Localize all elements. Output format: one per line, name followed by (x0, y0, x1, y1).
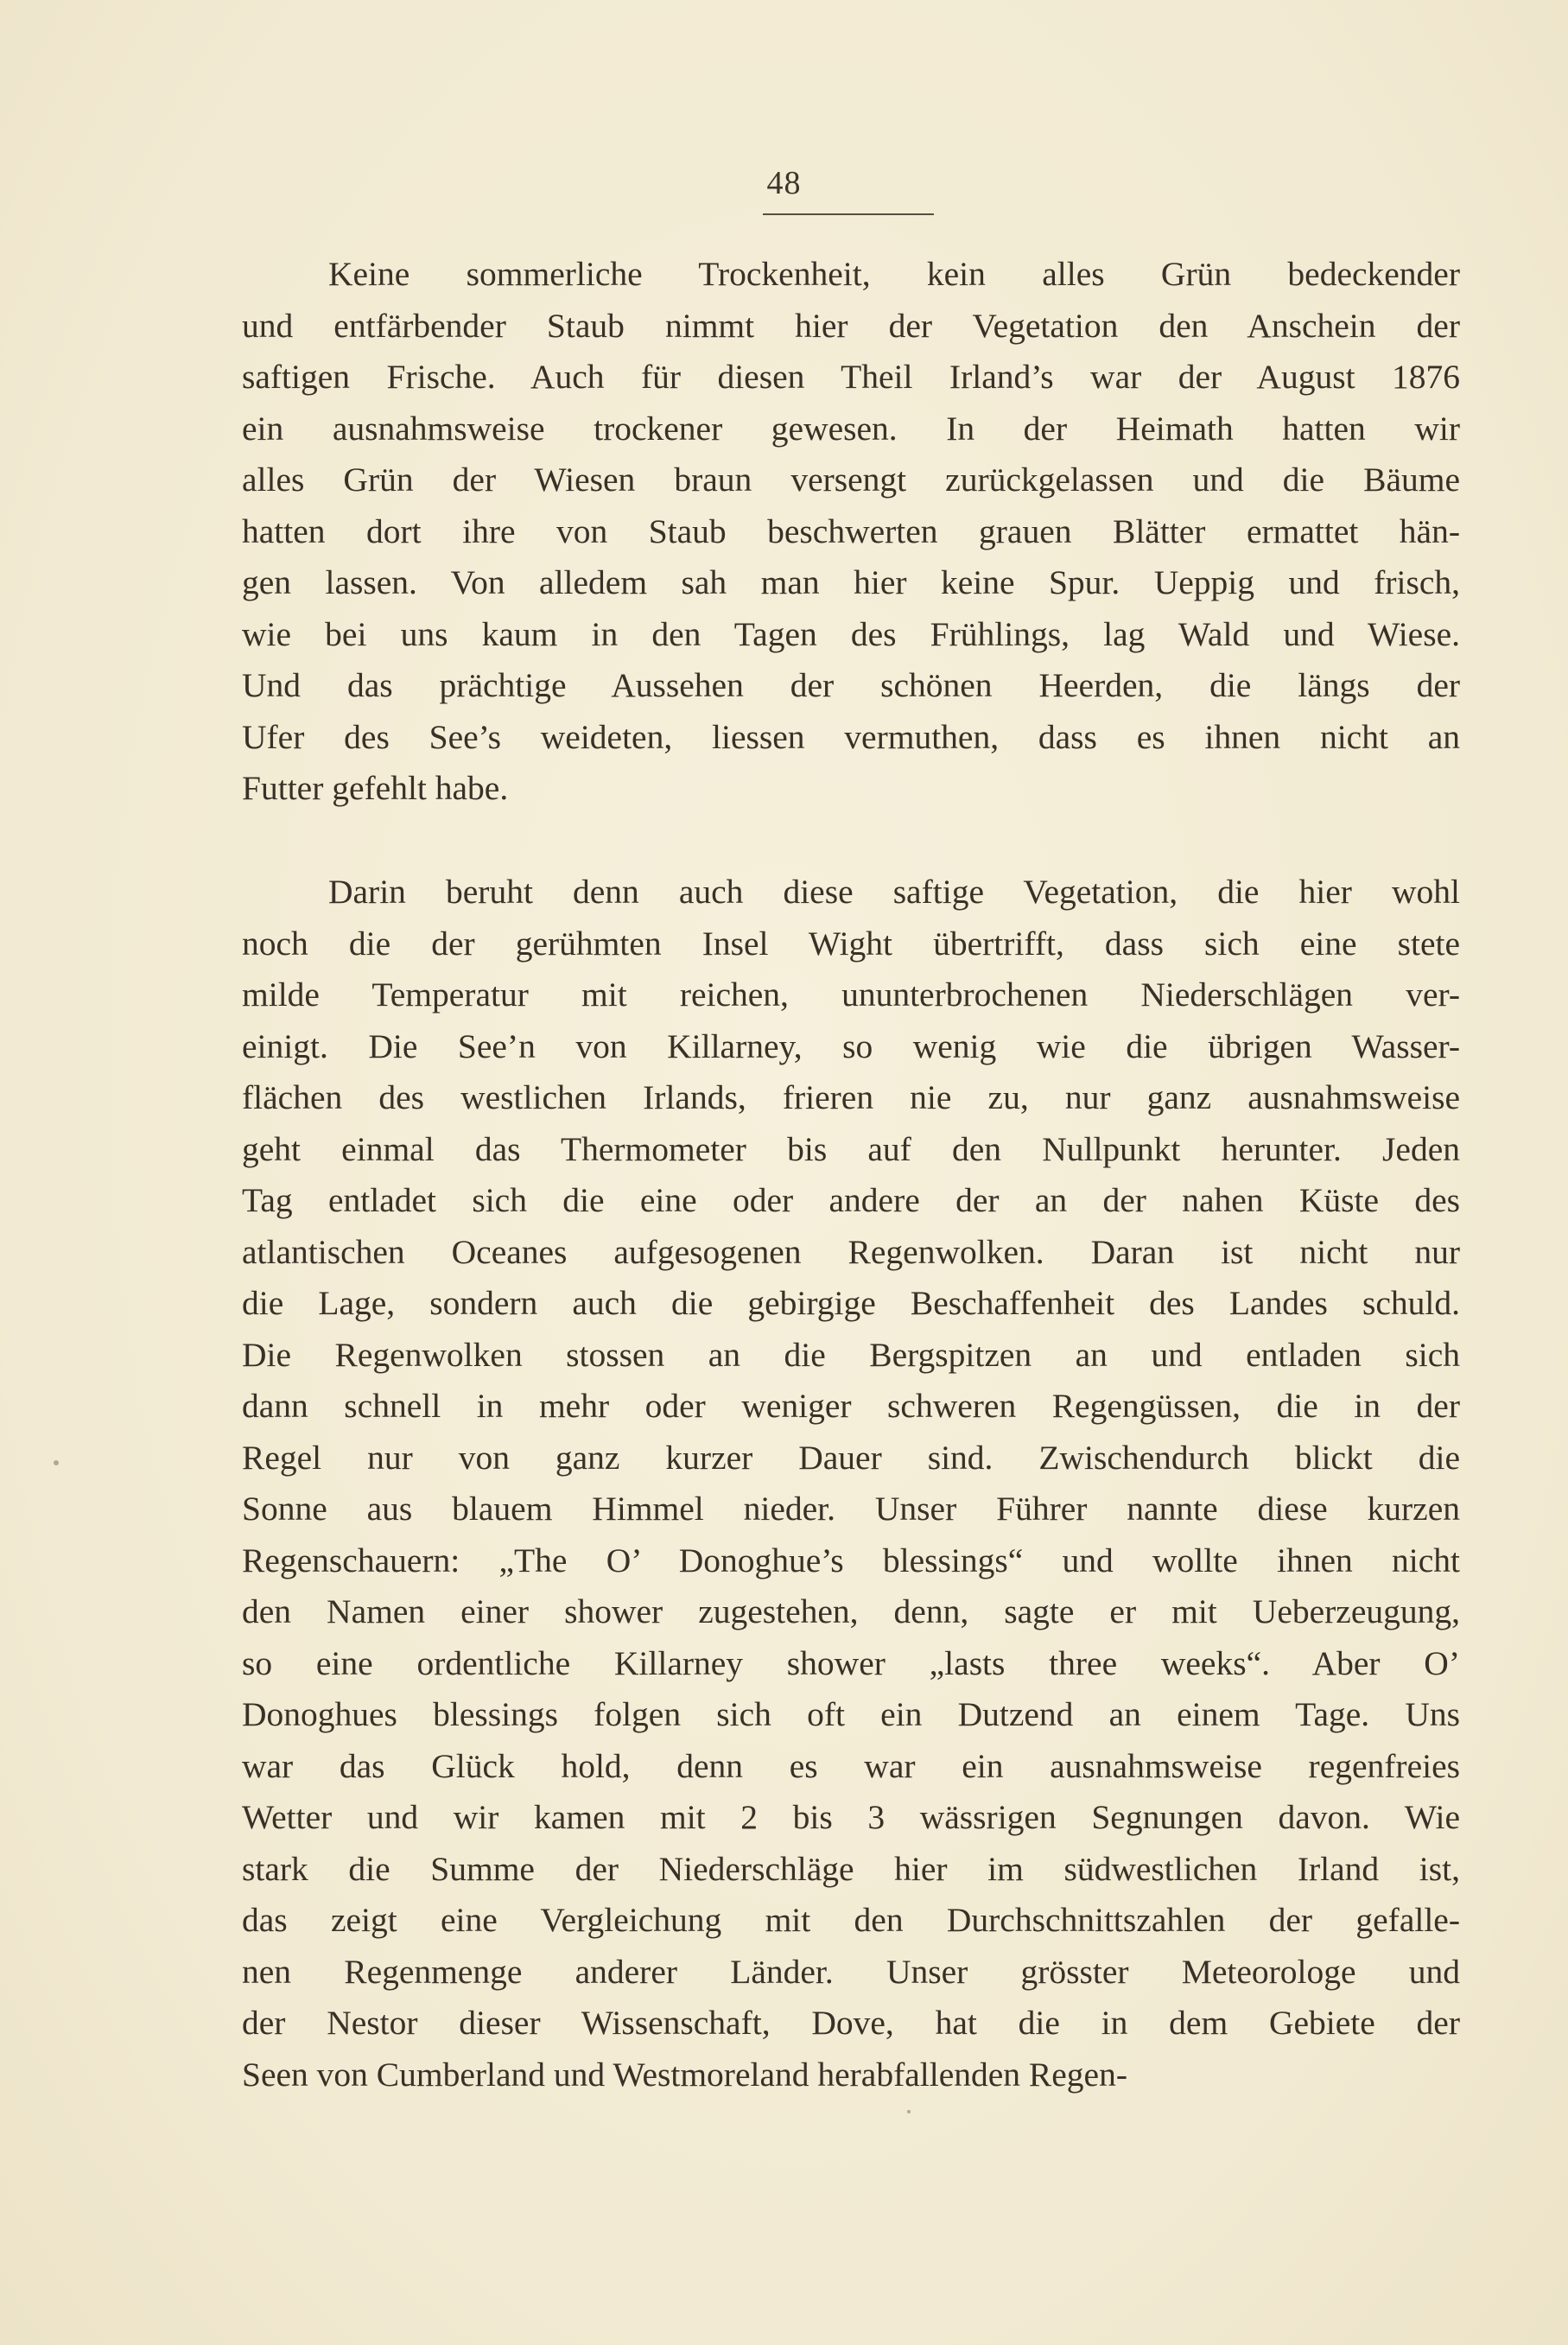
text-line: Sonne aus blauem Himmel nieder. Unser Führer nannte diese kurzen (242, 1490, 1460, 1528)
page-number-rule (763, 213, 934, 215)
text-line: Darin beruht denn auch diese saftige Vegetation, die hier wohl (328, 873, 1460, 911)
text-line: Tag entladet sich die eine oder andere der an der nahen Küste des (242, 1181, 1460, 1219)
text-line: das zeigt eine Vergleichung mit den Durchschnittszahlen der gefalle- (242, 1901, 1460, 1939)
text-line: gen lassen. Von alledem sah man hier keine Spur. Ueppig und frisch, (242, 563, 1460, 601)
text-line: Regenschauern: „The O’ Donoghue’s blessings“ und wollte ihnen nicht (242, 1541, 1460, 1579)
text-line: flächen des westlichen Irlands, frieren nie zu, nur ganz ausnahmsweise (242, 1078, 1460, 1116)
text-line: Regel nur von ganz kurzer Dauer sind. Zwischendurch blickt die (242, 1438, 1460, 1477)
text-line: saftigen Frische. Auch für diesen Theil Irland’s war der August 1876 (242, 358, 1460, 396)
text-line: wie bei uns kaum in den Tagen des Frühlings, lag Wald und Wiese. (242, 614, 1460, 653)
text-line: atlantischen Oceanes aufgesogenen Regenwolken. Daran ist nicht nur (242, 1232, 1460, 1271)
paper-speck (907, 2110, 911, 2113)
text-line: Seen von Cumberland und Westmoreland herabfallenden Regen- (242, 2055, 1127, 2094)
text-line: war das Glück hold, denn es war ein ausnahmsweise regenfreies (242, 1746, 1460, 1785)
text-line: milde Temperatur mit reichen, ununterbrochenen Niederschlägen ver- (242, 975, 1460, 1014)
text-line: Futter gefehlt habe. (242, 769, 509, 807)
page-number: 48 (766, 165, 802, 201)
text-line: Und das prächtige Aussehen der schönen Heerden, die längs der (242, 666, 1460, 704)
text-line: die Lage, sondern auch die gebirgige Beschaffenheit des Landes schuld. (242, 1284, 1460, 1322)
text-line: den Namen einer shower zugestehen, denn, sagte er mit Ueberzeugung, (242, 1592, 1460, 1630)
text-line: Keine sommerliche Trockenheit, kein alles Grün bedeckender (328, 255, 1460, 293)
text-line: alles Grün der Wiesen braun versengt zurückgelassen und die Bäume (242, 461, 1460, 499)
text-line: stark die Summe der Niederschläge hier im südwestlichen Irland ist, (242, 1849, 1460, 1888)
text-line: so eine ordentliche Killarney shower „lasts three weeks“. Aber O’ (242, 1643, 1460, 1682)
text-line: Wetter und wir kamen mit 2 bis 3 wässrigen Segnungen davon. Wie (242, 1798, 1460, 1836)
text-line: und entfärbender Staub nimmt hier der Vegetation den Anschein der (242, 306, 1460, 345)
text-line: hatten dort ihre von Staub beschwerten grauen Blätter ermattet hän- (242, 512, 1460, 550)
text-line: geht einmal das Thermometer bis auf den Nullpunkt herunter. Jeden (242, 1129, 1460, 1168)
paper-speck (54, 1460, 59, 1465)
text-line: noch die der gerühmten Insel Wight übertrifft, dass sich eine stete (242, 924, 1460, 963)
text-line: Die Regenwolken stossen an die Bergspitzen an und entladen sich (242, 1335, 1460, 1374)
text-line: ein ausnahmsweise trockener gewesen. In der Heimath hatten wir (242, 409, 1460, 448)
paragraph-1 (242, 249, 1460, 815)
text-line: der Nestor dieser Wissenschaft, Dove, hat die in dem Gebiete der (242, 2004, 1460, 2042)
text-line: nen Regenmenge anderer Länder. Unser grösster Meteorologe und (242, 1952, 1460, 1991)
text-line: dann schnell in mehr oder weniger schweren Regengüssen, die in der (242, 1387, 1460, 1425)
text-line: Donoghues blessings folgen sich oft ein Dutzend an einem Tage. Uns (242, 1695, 1460, 1733)
paragraph-2 (242, 867, 1460, 2100)
text-line: einigt. Die See’n von Killarney, so wenig wie die übrigen Wasser- (242, 1026, 1460, 1065)
text-line: Ufer des See’s weideten, liessen vermuthen, dass es ihnen nicht an (242, 717, 1460, 756)
